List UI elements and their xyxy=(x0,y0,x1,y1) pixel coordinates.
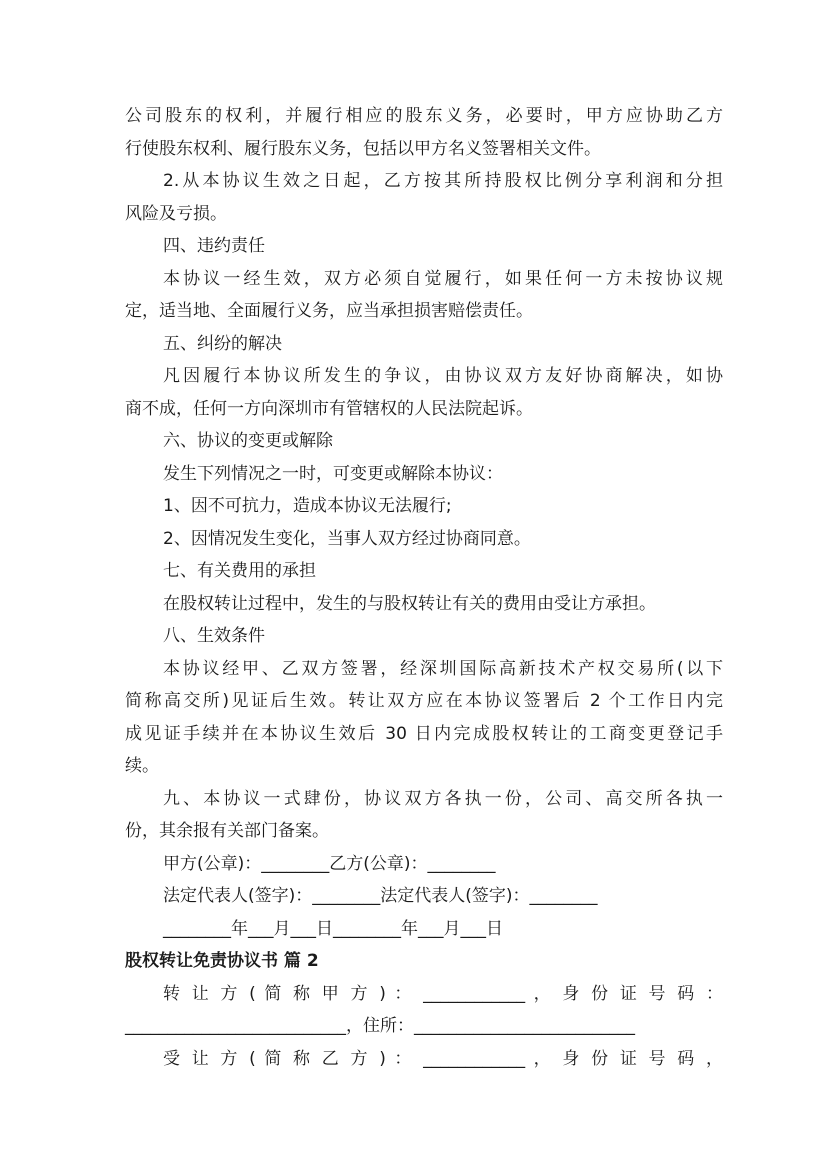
text-line: 续。 xyxy=(125,756,159,776)
text-line: 甲方(公章)：________乙方(公章)：________ xyxy=(163,853,496,874)
text-line: __________________________，住所：__________________________ xyxy=(125,1016,635,1036)
text-line: 公司股东的权利，并履行相应的股东义务，必要时，甲方应协助乙方 xyxy=(125,106,723,126)
section-heading: 股权转让免责协议书 篇 2 xyxy=(125,951,319,971)
text-line: 本协议一经生效，双方必须自觉履行，如果任何一方未按协议规 xyxy=(163,268,723,289)
text-line: 法定代表人(签字)：________法定代表人(签字)：________ xyxy=(163,886,598,906)
text-line: 五、纠纷的解决 xyxy=(163,333,282,354)
text-line: 八、生效条件 xyxy=(163,626,265,646)
text-line: 2.从本协议生效之日起，乙方按其所持股权比例分享利润和分担 xyxy=(163,171,723,191)
text-line: 七、有关费用的承担 xyxy=(163,561,316,581)
text-line: 六、协议的变更或解除 xyxy=(163,431,333,451)
document-page xyxy=(125,100,723,1075)
text-line: 1、因不可抗力，造成本协议无法履行; xyxy=(163,496,452,516)
text-line: 份，其余报有关部门备案。 xyxy=(125,821,329,841)
text-line: 2、因情况发生变化，当事人双方经过协商同意。 xyxy=(163,528,531,549)
text-line: 凡因履行本协议所发生的争议，由协议双方友好协商解决，如协 xyxy=(163,366,723,386)
text-line: 行使股东权利、履行股东义务，包括以甲方名义签署相关文件。 xyxy=(125,138,601,159)
text-line: 在股权转让过程中，发生的与股权转让有关的费用由受让方承担。 xyxy=(163,593,656,614)
text-line: 商不成，任何一方向深圳市有管辖权的人民法院起诉。 xyxy=(125,398,533,419)
text-line: 发生下列情况之一时，可变更或解除本协议： xyxy=(163,463,503,484)
text-line: 成见证手续并在本协议生效后 30 日内完成股权转让的工商变更登记手 xyxy=(125,723,723,744)
text-line: 简称高交所)见证后生效。转让双方应在本协议签署后 2 个工作日内完 xyxy=(125,691,723,711)
text-line: 九、本协议一式肆份，协议双方各执一份，公司、高交所各执一 xyxy=(163,788,723,809)
text-line: 四、违约责任 xyxy=(163,236,265,256)
text-line: ________年___月___日________年___月___日 xyxy=(163,918,503,939)
text-line: 定，适当地、全面履行义务，应当承担损害赔偿责任。 xyxy=(125,301,533,321)
text-line: 转 让 方 ( 简 称 甲 方 ) ： ____________ ， 身 份 证 号 码 ： xyxy=(163,983,723,1004)
text-line: 本协议经甲、乙双方签署，经深圳国际高新技术产权交易所(以下 xyxy=(163,658,723,679)
text-line: 风险及亏损。 xyxy=(125,203,227,224)
text-line: 受 让 方 ( 简 称 乙 方 ) ： ____________ ， 身 份 证 号 码 ， xyxy=(163,1048,723,1069)
